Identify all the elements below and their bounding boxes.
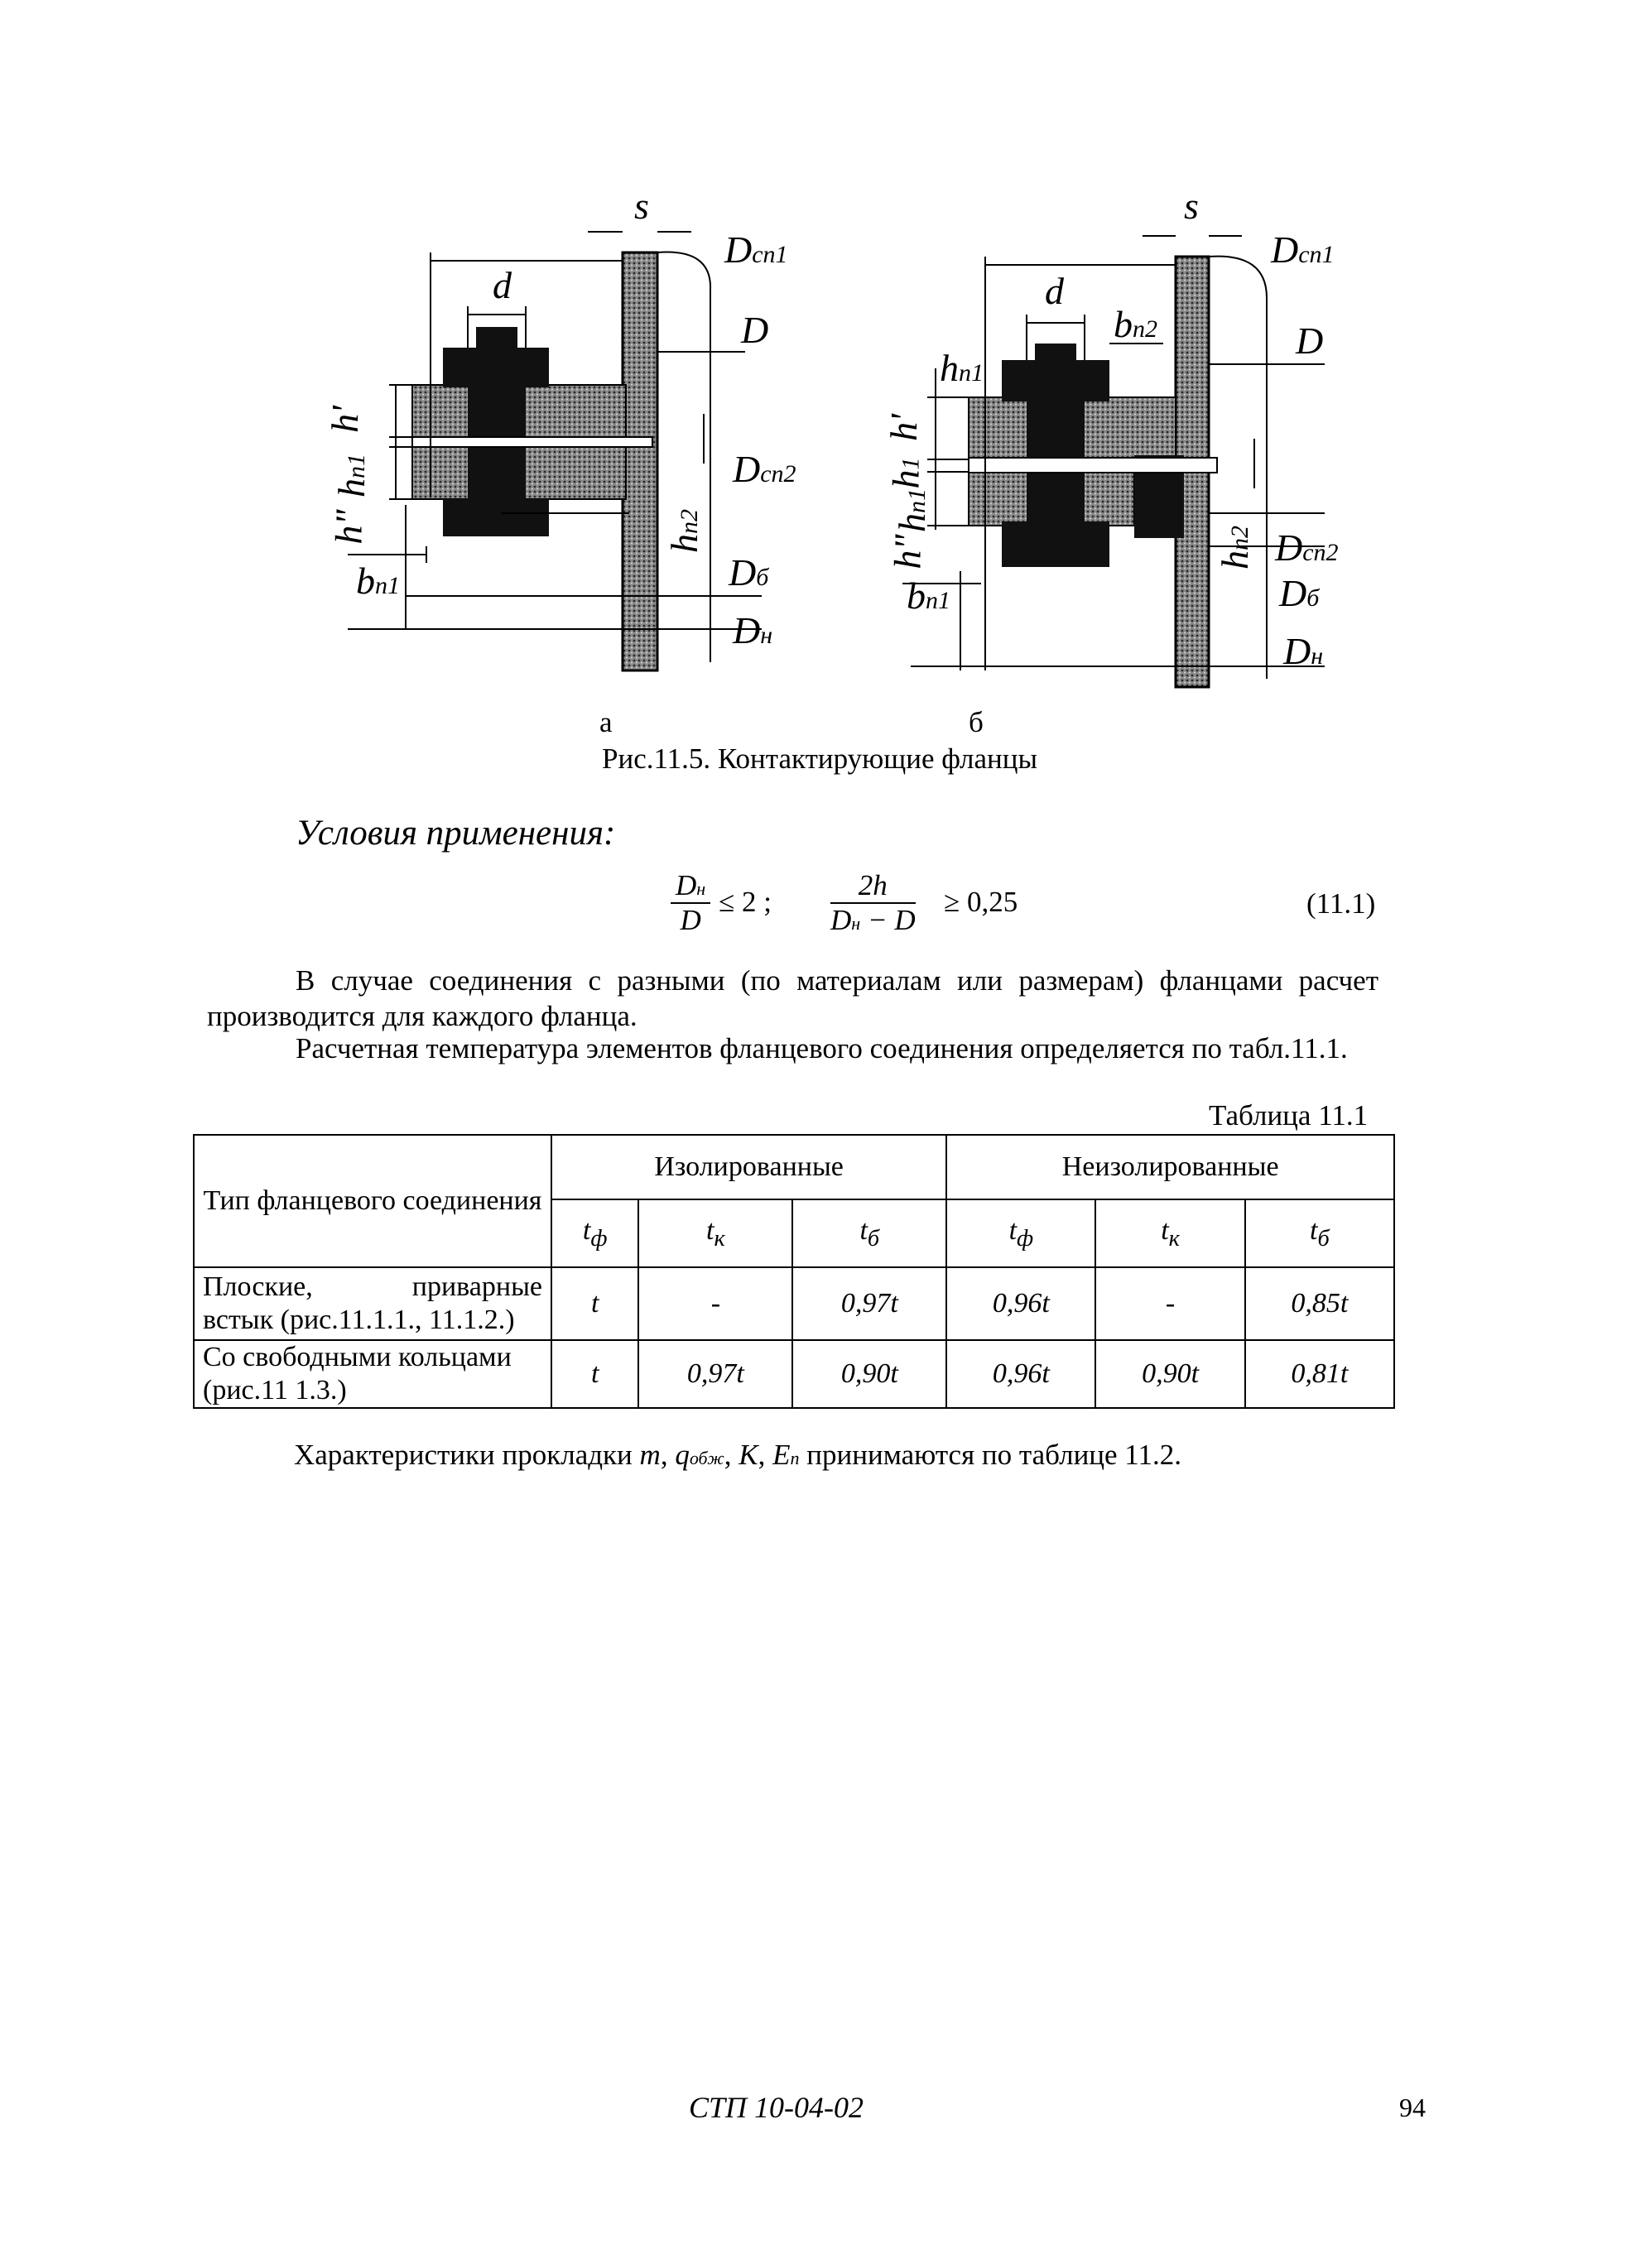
label-h1-a: h' (323, 406, 366, 433)
figure-caption: Рис.11.5. Контактирующие фланцы (602, 742, 1038, 775)
paragraph-1: В случае соединения с разными (по материалам или размерам) фланцами расчет производится для каждого фланца. (207, 964, 1378, 1032)
label-s-a: s (634, 185, 649, 227)
table-cell: 0,81t (1245, 1340, 1394, 1408)
sub-header-tk-noniso: $t_к$ (1095, 1199, 1244, 1267)
sub-header-tf-iso: $t_ф$ (551, 1199, 638, 1267)
table-row (194, 1340, 1394, 1408)
flange-diagram-a (315, 182, 778, 679)
label-h1-b: h' (882, 414, 925, 441)
table-cell: 0,97t (638, 1340, 792, 1408)
label-s-b: s (1184, 185, 1199, 227)
table-title: Таблица 11.1 (1209, 1099, 1369, 1132)
label-dcp1-a: Dсп1 (724, 228, 788, 271)
label-D-b: D (1296, 320, 1324, 362)
label-dcp1-b: Dсп1 (1271, 228, 1335, 271)
table-cell: t (551, 1340, 638, 1408)
temperature-table (193, 1134, 1395, 1409)
table-cell: - (638, 1267, 792, 1340)
formula-2: 2h Dн − D (830, 869, 916, 936)
row-label: Со свободными кольцами (рис.11 1.3.) (194, 1340, 551, 1408)
row-label: Плоские, приварные встык (рис.11.1.1., 11.1.2.) (194, 1267, 551, 1340)
label-hi-b: h1 (884, 457, 927, 489)
label-d-b: d (1045, 270, 1064, 312)
table-cell: 0,96t (946, 1340, 1095, 1408)
gasket-sentence: Характеристики прокладки m, qобж, K, Eп принимаются по таблице 11.2. (294, 1439, 1182, 1471)
sub-header-tb-iso: $t_б$ (792, 1199, 946, 1267)
paragraph-2: Расчетная температура элементов фланцевого соединения определяется по табл.11.1. (296, 1032, 1348, 1064)
label-bp1-a: bп1 (356, 560, 400, 602)
sub-header-tb-noniso: $t_б$ (1245, 1199, 1394, 1267)
formula-1-relation: ≤ 2 ; (719, 886, 772, 918)
label-h2-b: h" (886, 534, 929, 569)
table-cell: - (1095, 1267, 1244, 1340)
table-row (194, 1267, 1394, 1340)
table-cell: t (551, 1267, 638, 1340)
sub-header-tk-iso: $t_к$ (638, 1199, 792, 1267)
label-hp1b-b: hп1 (891, 488, 933, 532)
formula-1: Dн D (671, 869, 710, 937)
label-dcp2-a: Dсп2 (733, 448, 796, 490)
table-cell: 0,85t (1245, 1267, 1394, 1340)
table-cell: 0,90t (1095, 1340, 1244, 1408)
label-hp2-b: hп2 (1214, 526, 1256, 569)
label-bp1-b: bп1 (907, 574, 950, 617)
formula-number: (11.1) (1306, 887, 1376, 920)
conditions-title: Условия применения: (296, 814, 616, 853)
label-hp1-a: hп1 (330, 454, 373, 497)
figure-label-b: б (969, 706, 984, 738)
label-bp2-b: bп2 (1114, 303, 1157, 345)
table-cell: 0,96t (946, 1267, 1095, 1340)
label-db-a: Dб (729, 551, 769, 593)
group-header-noninsulated: Неизолированные (946, 1135, 1394, 1199)
label-d-a: d (493, 264, 512, 306)
page-number: 94 (1399, 2093, 1426, 2122)
label-db-b: Dб (1279, 572, 1320, 614)
footer-code: СТП 10-04-02 (689, 2091, 864, 2124)
label-D-a: D (741, 309, 769, 351)
group-header-insulated: Изолированные (551, 1135, 946, 1199)
formula-2-relation: ≥ 0,25 (944, 886, 1018, 918)
label-hp2-a: hп2 (663, 509, 705, 553)
label-dcp2-b: Dсп2 (1275, 526, 1339, 569)
label-h2-a: h" (327, 509, 370, 545)
figure-label-a: а (599, 706, 613, 738)
sub-header-tf-noniso: $t_ф$ (946, 1199, 1095, 1267)
label-hp1-b: hп1 (940, 347, 984, 389)
col-header-type: Тип фланцевого соединения (194, 1135, 551, 1267)
table-cell: 0,90t (792, 1340, 946, 1408)
table-cell: 0,97t (792, 1267, 946, 1340)
label-dn-a: Dн (733, 609, 773, 651)
label-dn-b: Dн (1283, 630, 1324, 672)
